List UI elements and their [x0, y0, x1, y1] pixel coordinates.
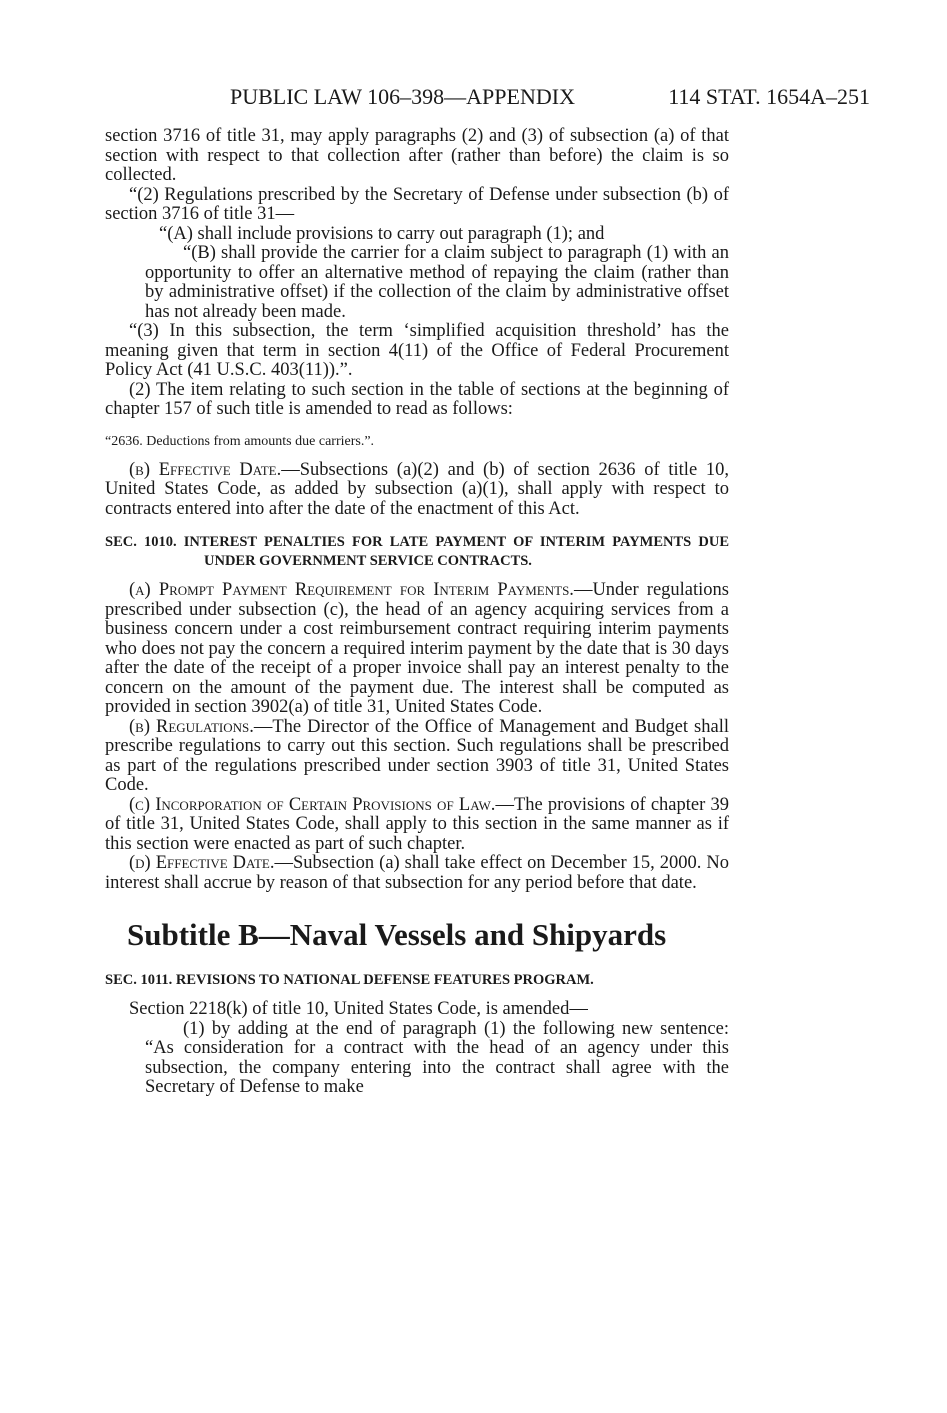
subsection-a	[105, 581, 729, 718]
paragraph-amended: Section 2218(k) of title 10, United States Code, is amended—	[129, 999, 588, 1019]
stat-citation: 114 STAT. 1654A–251	[668, 84, 870, 109]
subsection-d	[105, 854, 729, 893]
subsection-a-text: —Under regulations prescribed under subsection (c), the head of an agency acquiring services from a business concern under a cost reimbursement contract requiring interim payments who does not pay the concern a required interim payment by the date that is 30 days after the date of the receipt of a proper invoice shall pay an interest penalty to the concern on the amount of the payment due. The interest shall be computed as provided in section 3902(a) of title 31, United States Code.	[105, 580, 730, 717]
paragraph-definition: “(3) In this subsection, the term ‘simplified acquisition threshold’ has the meaning given that term in section 4(11) of the Office of Federal Procurement Policy Act (41 U.S.C. 403(11)).”.	[105, 321, 729, 380]
paragraph-effective-date	[105, 461, 729, 520]
subsection-heading: (b) Effective Date.	[129, 459, 282, 480]
subsection-b-heading: (b) Regulations.	[129, 716, 254, 737]
paragraph-item-1: (1) by adding at the end of paragraph (1) the following new sentence: “As consideration for a contract with the head of an agency under this subsection, the company entering into the contract shall agree with the Secretary of Defense to make	[145, 1018, 729, 1097]
subsection-c-heading: (c) Incorporation of Certain Provisions of Law.	[129, 794, 496, 815]
clause-b: “(B) shall provide the carrier for a claim subject to paragraph (1) with an opportunity to offer an alternative method of repaying the claim (rather than by administrative offset) if the collection of the claim by administrative offset has not already been made.	[145, 243, 729, 322]
subsection-a-heading: (a) Prompt Payment Requirement for Interim Payments.	[129, 580, 574, 600]
clause-a: “(A) shall include provisions to carry out paragraph (1); and	[159, 223, 605, 244]
paragraph-table-amendment: (2) The item relating to such section in the table of sections at the beginning of chapter 157 of such title is amended to read as follows:	[105, 379, 729, 419]
subsection-d-text: —Subsection (a) shall take effect on December 15, 2000. No interest shall accrue by reason of that subsection for any period before that date.	[105, 853, 729, 893]
section-1010-heading: SEC. 1010. INTEREST PENALTIES FOR LATE PAYMENT OF INTERIM PAYMENTS DUE UNDER GOVERNMENT SERVICE CONTRACTS.	[105, 534, 729, 569]
subsection-b	[105, 718, 729, 796]
paragraph-regulations: “(2) Regulations prescribed by the Secretary of Defense under subsection (b) of section 3716 of title 31—	[105, 184, 729, 224]
subsection-c	[105, 796, 729, 855]
subsection-d-heading: (d) Effective Date.	[129, 853, 275, 873]
law-title: PUBLIC LAW 106–398—APPENDIX	[230, 84, 575, 109]
paragraph-continuation: section 3716 of title 31, may apply paragraphs (2) and (3) of subsection (a) of that section with respect to that collection after (rather than before) the claim is so collected.	[105, 126, 729, 185]
table-of-sections-item: “2636. Deductions from amounts due carriers.”.	[105, 433, 375, 449]
page-body	[105, 127, 729, 1098]
subsection-c-text: —The provisions of chapter 39 of title 31, United States Code, shall apply to this section in the same manner as if this section were enacted as part of such chapter.	[105, 794, 729, 854]
subtitle-heading: Subtitle B—Naval Vessels and Shipyards	[127, 917, 667, 952]
subsection-b-text: —The Director of the Office of Management and Budget shall prescribe regulations to carry out this section. Such regulations shall be prescribed as part of the regulations prescribed under section 3903 of title 31, United States Code.	[105, 716, 729, 795]
subsection-text: —Subsections (a)(2) and (b) of section 2636 of title 10, United States Code, as added by subsection (a)(1), shall apply with respect to contracts entered into after the date of the enactment of this Act.	[105, 459, 729, 519]
section-1011-heading: SEC. 1011. REVISIONS TO NATIONAL DEFENSE FEATURES PROGRAM.	[105, 972, 594, 988]
